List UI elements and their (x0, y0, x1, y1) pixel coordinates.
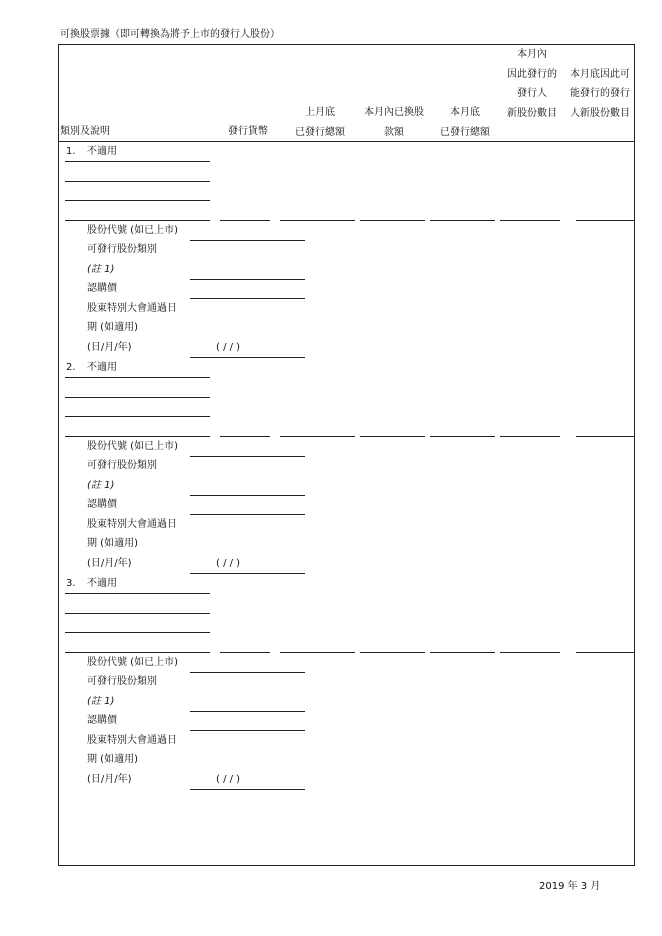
section-number: 1. (66, 146, 76, 157)
desc-line (65, 377, 210, 378)
note-label: (註 1) (87, 264, 115, 275)
stock-code-label: 股份代號 (如已上市) (87, 441, 178, 452)
converted-line (360, 220, 425, 221)
date-format-label: (日/月/年) (87, 774, 132, 785)
subscription-price-line (190, 514, 305, 515)
subscription-price-label: 認購價 (87, 499, 117, 510)
desc-line (65, 200, 210, 201)
subscription-price-line (190, 298, 305, 299)
section-label: 不適用 (87, 146, 117, 157)
new-shares-line (500, 220, 560, 221)
share-class-line (190, 711, 305, 712)
date-line (190, 573, 305, 574)
share-class-line (190, 495, 305, 496)
footer-date: 2019 年 3 月 (539, 881, 601, 892)
desc-line (65, 416, 210, 417)
date-placeholder: ( / / ) (216, 774, 241, 785)
section-number: 3. (66, 578, 76, 589)
header-curr-total: 本月底 已發行總額 (440, 107, 490, 138)
possible-shares-line (576, 652, 635, 653)
header-possible-shares: 本月底因此可 能發行的發行 人新股份數目 (570, 68, 630, 119)
date-placeholder: ( / / ) (216, 558, 241, 569)
header-divider (58, 141, 635, 142)
currency-line (220, 652, 270, 653)
egm-date-label: 期 (如適用) (87, 538, 138, 549)
desc-line (65, 181, 210, 182)
share-class-label: 可發行股份類別 (87, 676, 157, 687)
page-title: 可換股票據（即可轉換為將予上市的發行人股份） (60, 29, 280, 40)
egm-date-label: 股東特別大會通過日 (87, 303, 177, 314)
section-number: 2. (66, 362, 76, 373)
curr-total-line (430, 220, 495, 221)
header-currency: 發行貨幣 (228, 126, 268, 137)
egm-date-label: 期 (如適用) (87, 754, 138, 765)
stock-code-line (190, 456, 305, 457)
stock-code-line (190, 240, 305, 241)
prev-total-line (280, 436, 355, 437)
currency-line (220, 220, 270, 221)
desc-line (65, 220, 210, 221)
stock-code-line (190, 672, 305, 673)
converted-line (360, 436, 425, 437)
prev-total-line (280, 652, 355, 653)
share-class-label: 可發行股份類別 (87, 244, 157, 255)
currency-line (220, 436, 270, 437)
section-label: 不適用 (87, 362, 117, 373)
note-label: (註 1) (87, 696, 115, 707)
possible-shares-line (576, 220, 635, 221)
date-line (190, 789, 305, 790)
possible-shares-line (576, 436, 635, 437)
subscription-price-line (190, 730, 305, 731)
header-converted: 本月內已換股 款額 (364, 107, 424, 138)
stock-code-label: 股份代號 (如已上市) (87, 657, 178, 668)
desc-line (65, 436, 210, 437)
egm-date-label: 股東特別大會通過日 (87, 735, 177, 746)
date-format-label: (日/月/年) (87, 342, 132, 353)
date-line (190, 357, 305, 358)
note-label: (註 1) (87, 480, 115, 491)
section-label: 不適用 (87, 578, 117, 589)
new-shares-line (500, 436, 560, 437)
desc-line (65, 613, 210, 614)
header-category: 類別及說明 (60, 126, 110, 137)
share-class-line (190, 279, 305, 280)
subscription-price-label: 認購價 (87, 715, 117, 726)
header-prev-total: 上月底 已發行總額 (295, 107, 345, 138)
share-class-label: 可發行股份類別 (87, 460, 157, 471)
curr-total-line (430, 436, 495, 437)
date-placeholder: ( / / ) (216, 342, 241, 353)
header-new-shares: 本月內 因此發行的 發行人 新股份數目 (507, 49, 557, 119)
desc-line (65, 593, 210, 594)
desc-line (65, 652, 210, 653)
desc-line (65, 397, 210, 398)
date-format-label: (日/月/年) (87, 558, 132, 569)
desc-line (65, 161, 210, 162)
curr-total-line (430, 652, 495, 653)
new-shares-line (500, 652, 560, 653)
subscription-price-label: 認購價 (87, 283, 117, 294)
prev-total-line (280, 220, 355, 221)
converted-line (360, 652, 425, 653)
egm-date-label: 期 (如適用) (87, 322, 138, 333)
egm-date-label: 股東特別大會通過日 (87, 519, 177, 530)
stock-code-label: 股份代號 (如已上市) (87, 225, 178, 236)
desc-line (65, 632, 210, 633)
